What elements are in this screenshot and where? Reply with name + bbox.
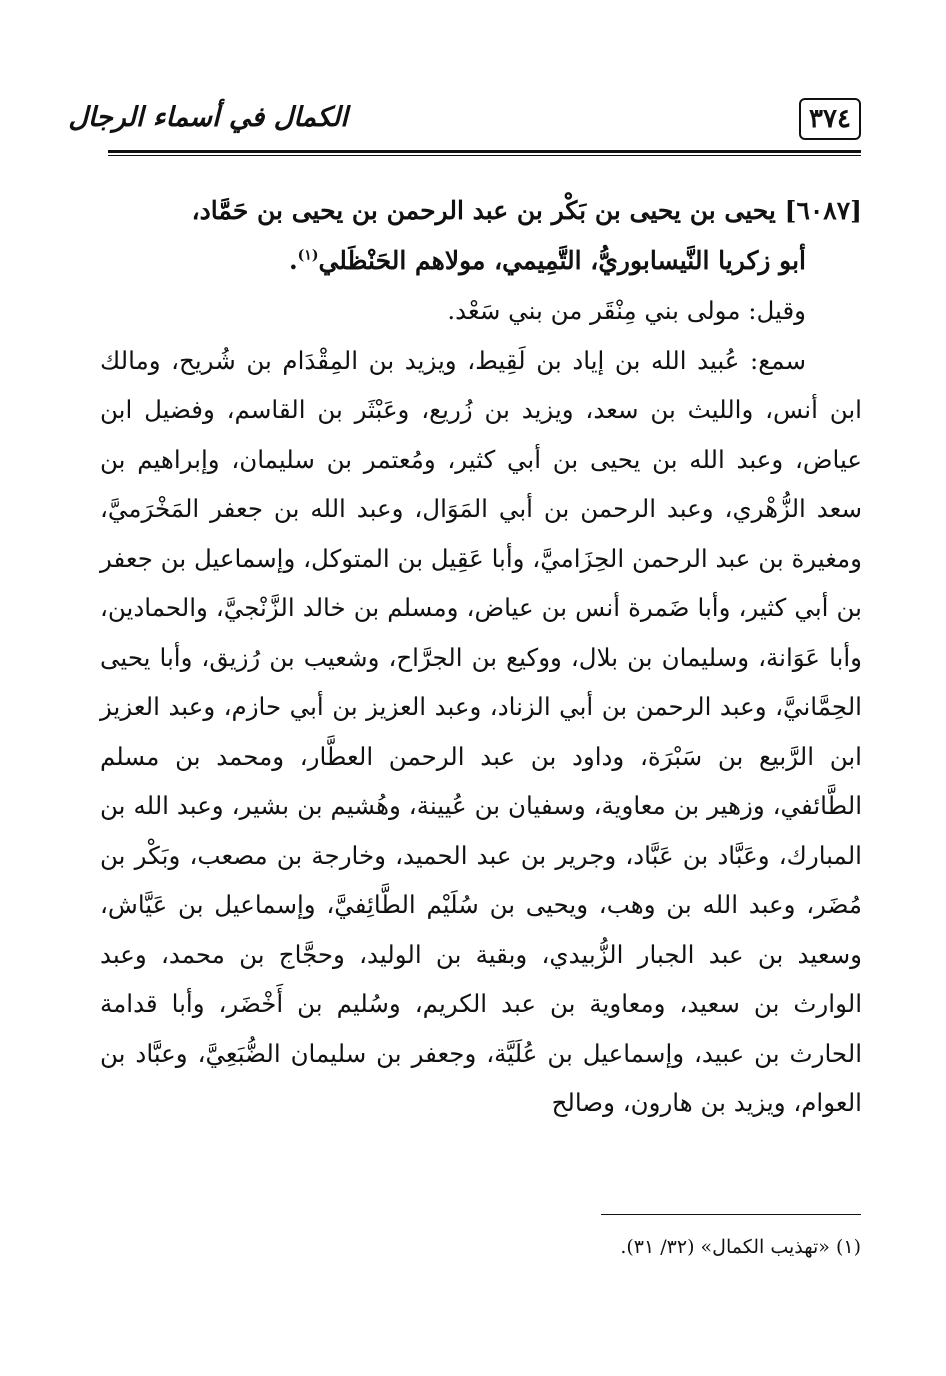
footnote: (١) «تهذيب الكمال» (٣٢/ ٣١). <box>620 1236 861 1258</box>
footnote-marker: (١) <box>297 247 319 264</box>
entry-heading-line2: أبو زكريا النَّيسابوريُّ، التَّمِيمي، مولاهم الحَنْظَلي <box>318 246 806 275</box>
paragraph-teachers: سمع: عُبيد الله بن إياد بن لَقِيط، ويزيد بن المِقْدَام بن شُريح، ومالك ابن أنس، والليث بن سعد، ويزيد بن زُريع، وعَبْثَر بن القاسم، وفضيل ابن عياض، وعبد الله بن يحيى بن أبي كثير، ومُعتمر بن سليمان، وإبراهيم بن سعد الزُّهْري، وعبد الرحمن بن أبي المَوَال، وعبد الله بن جعفر المَخْرَميَّ، ومغيرة بن عبد الرحمن الحِزَاميَّ، وأبا عَقِيل بن المتوكل، وإسماعيل بن جعفر بن أبي كثير، وأبا ضَمرة أنس بن عياض، ومسلم بن خالد الزَّنْجيَّ، والحمادين، وأبا عَوَانة، وسليمان بن بلال، ووكيع بن الجرَّاح، وشعيب بن رُزيق، وأبا يحيى الحِمَّانيَّ، وعبد الرحمن بن أبي الزناد، وعبد العزيز بن أبي حازم، وعبد العزيز ابن الرَّبيع بن سَبْرَة، وداود بن عبد الرحمن العطَّار، ومحمد بن مسلم الطَّائفي، وزهير بن معاوية، وسفيان بن عُيينة، وهُشيم بن بشير، وعبد الله بن المبارك، وعَبَّاد بن عَبَّاد، وجرير بن عبد الحميد، وخارجة بن مصعب، وبَكْر بن مُضَر، وعبد الله بن وهب، ويحيى بن سُلَيْم الطَّائِفيَّ، وإسماعيل بن عَيَّاش، وسعيد بن عبد الجبار الزُّبيدي، وبقية بن الوليد، وحجَّاج بن محمد، وعبد الوارث بن سعيد، ومعاوية بن عبد الكريم، وسُليم بن أَخْضَر، وأبا قدامة الحارث بن عبيد، وإسماعيل بن عُلَيَّة، وجعفر بن سليمان الضُّبَعِيَّ، وعبَّاد بن العوام، ويزيد بن هارون، وصالح <box>100 345 862 1117</box>
page-number: ٣٧٤ <box>799 98 861 140</box>
page-header <box>68 92 861 154</box>
main-text <box>100 186 862 1128</box>
entry-heading-line1: يحيى بن يحيى بن بَكْر بن عبد الرحمن بن يحيى بن حَمَّاد، <box>191 196 776 225</box>
header-rule-thick <box>108 150 861 153</box>
header-rule-thin <box>108 155 861 156</box>
book-title: الكمال في أسماء الرجال <box>68 101 348 133</box>
entry-heading-end: . <box>288 246 298 275</box>
entry-number: [٦٠٨٧] <box>784 196 862 225</box>
footnote-separator <box>601 1214 861 1215</box>
entry-heading <box>100 186 862 286</box>
paragraph-mawla: وقيل: مولى بني مِنْقَر من بني سَعْد. <box>447 296 806 325</box>
